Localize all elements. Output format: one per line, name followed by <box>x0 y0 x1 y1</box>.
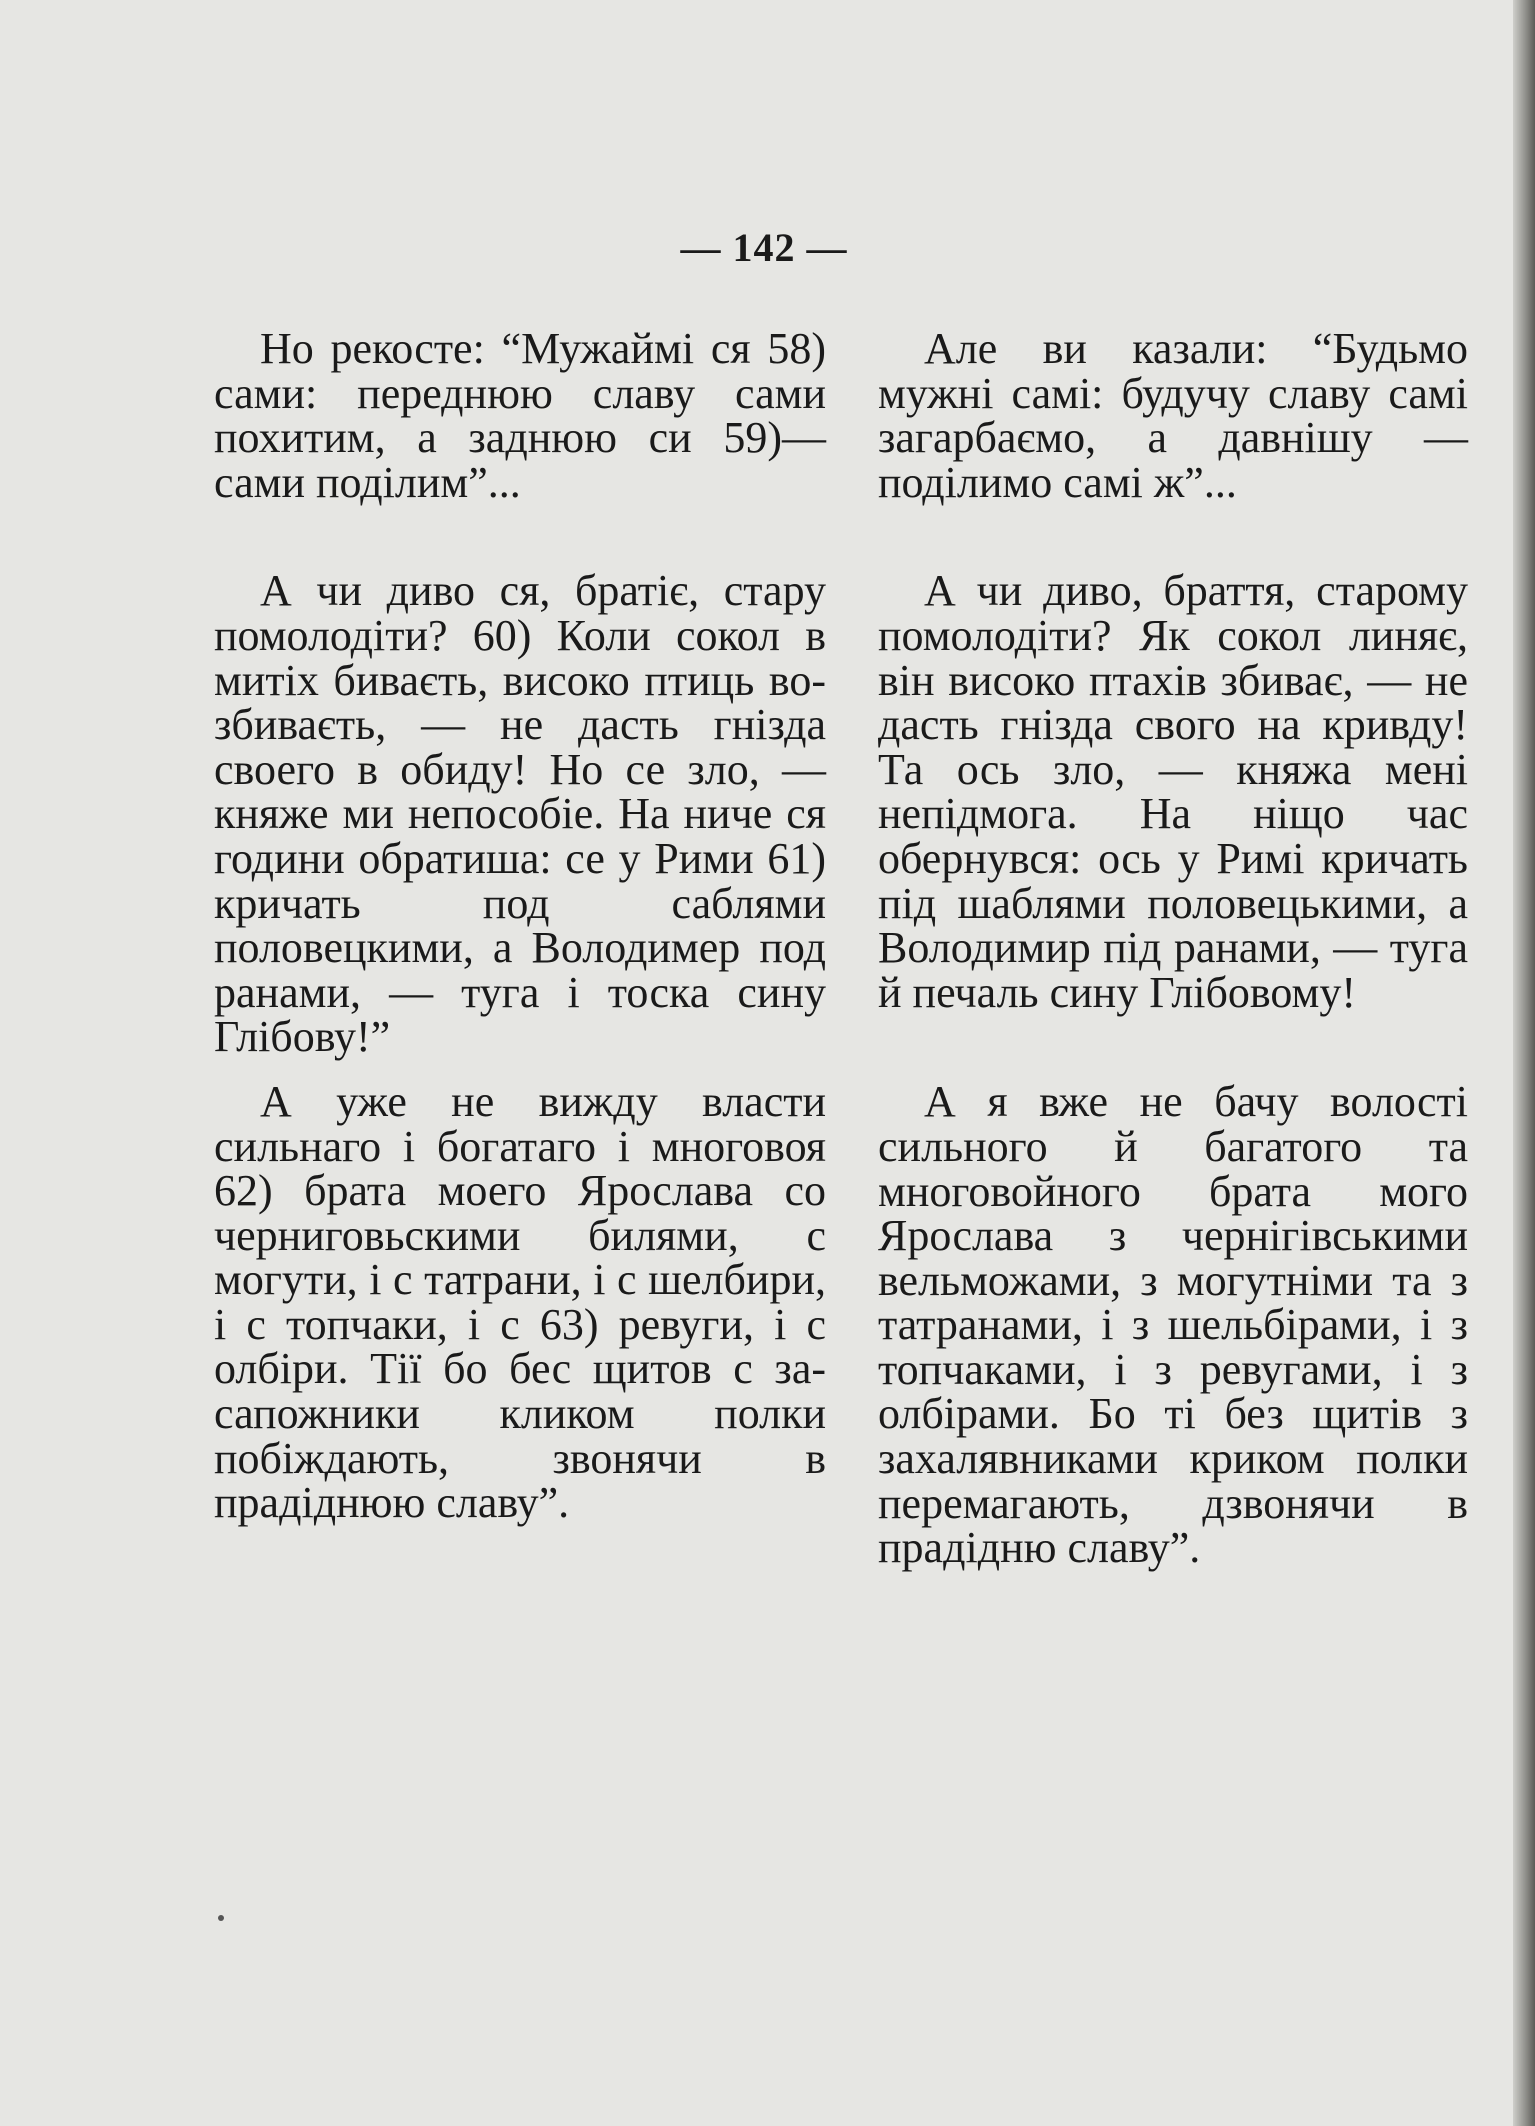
right-column-translation <box>878 324 1468 1573</box>
left-paragraph-3: А уже не вижду власти сильнаго і богатаго і многовоя 62) брата моего Ярослава со черниговьскими билями, с могути, і с татрани, і с шелбири, і с топчаки, і с 63) ревуги, і с олбіри. Тії бо бес щитов с засапожники кликом полки побіждають, звонячи в прадіднюю славу”. <box>214 1076 826 1528</box>
page-edge-shadow <box>1513 0 1535 2126</box>
right-paragraph-3: А я вже не бачу волості сильного й багатого та многовойного брата мого Ярослава з чернігівськими вельможами, з могутніми та з татранами, і з шельбірами, і з топчаками, і з ревугами, і з олбірами. Бо ті без щитів з захалявниками криком полки перемагають, дзвонячи в прадідню славу”. <box>878 1077 1468 1573</box>
right-paragraph-1: Але ви казали: “Будьмо мужні самі: будучу славу самі загарбаємо, а давнішу — поділимо самі ж”... <box>878 324 1468 507</box>
page-number: — 142 — <box>680 225 848 270</box>
ink-speck <box>218 1915 224 1921</box>
left-paragraph-1: Но рекосте: “Мужаймі ся 58) сами: переднюю славу сами похитим, а заднюю си 59)— сами поділим”... <box>214 324 826 507</box>
right-paragraph-2: А чи диво, браття, старому помолодіти? Як сокол линяє, він високо птахів збиває, — не дасть гнізда свого на кривду! Та ось зло, — княжа мені непідмога. На ніщо час обернувся: ось у Римі кричать під шаблями половецькими, а Володимир під ранами, — туга й печаль сину Глібовому! <box>878 566 1468 1017</box>
left-column-old-text <box>214 324 826 1528</box>
left-paragraph-2: А чи диво ся, братіє, стару помолодіти? 60) Коли сокол в митіх биваєть, високо птиць возбиваєть, — не дасть гнізда своего в обиду! Но се зло, — княже ми непособіе. На ниче ся години обратиша: се у Рими 61) кричать под саблями половецкими, а Володимер под ранами, — туга і тоска сину Глібову!” <box>214 566 826 1062</box>
